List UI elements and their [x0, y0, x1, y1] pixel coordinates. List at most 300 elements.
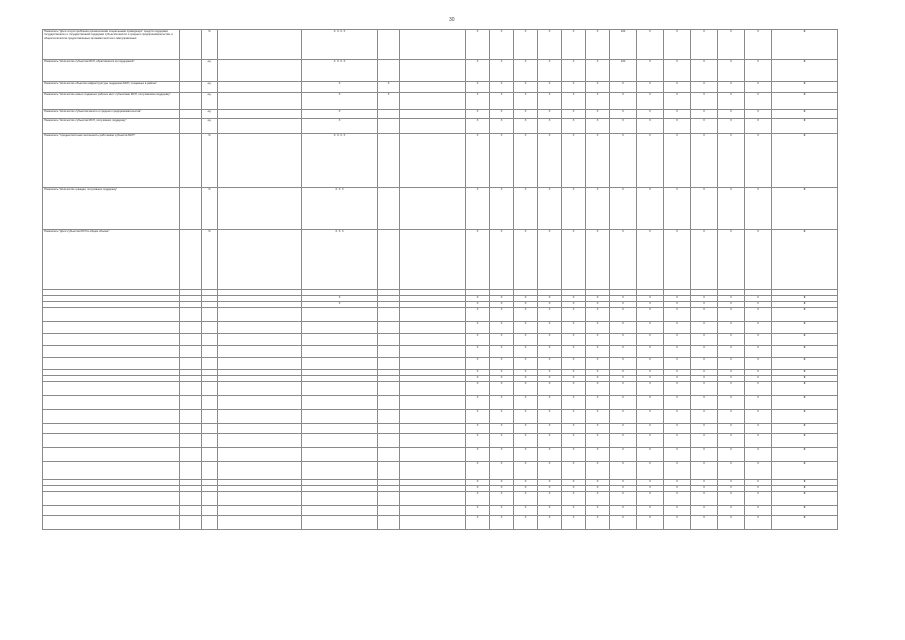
table-cell: [400, 382, 466, 396]
table-row: [43, 230, 838, 290]
table-cell: Х: [586, 296, 610, 302]
table-cell: Х: [538, 410, 562, 424]
page-number: 30: [449, 17, 455, 23]
table-cell: [302, 382, 378, 396]
table-cell: Х: [490, 410, 514, 424]
table-cell: Х: [514, 308, 538, 322]
table-cell: Х: [586, 308, 610, 322]
table-cell: Х: [745, 346, 772, 358]
table-cell: Х: [538, 448, 562, 462]
table-cell: Х: [664, 486, 691, 492]
table-cell: [218, 434, 302, 448]
table-cell: [43, 448, 180, 462]
table-cell: Х: [610, 480, 637, 486]
table-cell: Х: [562, 93, 586, 110]
table-cell: Х: [745, 119, 772, 134]
table-cell: Х: [772, 60, 838, 82]
table-cell: Х: [745, 93, 772, 110]
table-cell: Х: [514, 93, 538, 110]
table-row: [43, 60, 838, 82]
table-cell: Х: [538, 492, 562, 506]
table-cell: ед.: [202, 119, 218, 134]
table-cell: [378, 60, 400, 82]
table-cell: Х: [514, 334, 538, 346]
table-cell: Х: [302, 296, 378, 302]
table-cell: Х: [466, 308, 490, 322]
table-cell: Х: [466, 480, 490, 486]
table-cell: Х: [586, 492, 610, 506]
table-cell: [43, 434, 180, 448]
table-cell: Х: [691, 424, 718, 434]
table-cell: Показатель "Количество граждан, получивших поддержку": [43, 188, 180, 230]
table-cell: Х: [637, 134, 664, 188]
table-cell: Х: [772, 346, 838, 358]
table-cell: Х: [718, 30, 745, 60]
table-cell: Х: [772, 516, 838, 530]
table-cell: Х: [490, 376, 514, 382]
table-cell: [302, 396, 378, 410]
table-cell: Х: [745, 110, 772, 119]
table-cell: [400, 93, 466, 110]
table-cell: Х: [514, 396, 538, 410]
table-cell: Показатель "Среднесписочная численность работников субъектов МСП": [43, 134, 180, 188]
table-cell: Х: [586, 516, 610, 530]
table-cell: [180, 434, 202, 448]
table-cell: Х: [538, 134, 562, 188]
table-cell: [400, 448, 466, 462]
table-cell: Х: [772, 322, 838, 334]
table-cell: [180, 322, 202, 334]
table-cell: Х: [637, 308, 664, 322]
table-cell: Х: [562, 308, 586, 322]
table-cell: Х: [745, 424, 772, 434]
table-cell: Х: [745, 334, 772, 346]
table-cell: Х: [664, 134, 691, 188]
table-cell: [218, 322, 302, 334]
table-cell: Х: [610, 346, 637, 358]
table-cell: [180, 230, 202, 290]
table-cell: Х: [772, 302, 838, 308]
table-cell: Х: [586, 382, 610, 396]
table-cell: [202, 506, 218, 516]
table-cell: Х: [514, 30, 538, 60]
table-cell: [180, 82, 202, 93]
table-cell: [180, 424, 202, 434]
table-cell: [378, 188, 400, 230]
table-cell: Х: [610, 434, 637, 448]
table-cell: Х: [637, 434, 664, 448]
table-cell: Х. Х. Х: [302, 230, 378, 290]
table-cell: [218, 30, 302, 60]
table-cell: Х: [538, 506, 562, 516]
table-cell: Х: [586, 230, 610, 290]
table-cell: Показатель "Доля субъектов МСП в общем объеме": [43, 230, 180, 290]
table-cell: [218, 448, 302, 462]
table-cell: Х: [610, 322, 637, 334]
table-cell: Х: [637, 370, 664, 376]
table-cell: [43, 506, 180, 516]
table-cell: [378, 322, 400, 334]
table-cell: Х: [538, 358, 562, 370]
table-cell: Х: [772, 230, 838, 290]
table-cell: [378, 424, 400, 434]
table-cell: Х: [745, 410, 772, 424]
table-cell: [302, 410, 378, 424]
table-cell: [378, 448, 400, 462]
table-cell: Х: [718, 434, 745, 448]
table-cell: Х: [691, 516, 718, 530]
table-cell: Х: [664, 358, 691, 370]
table-cell: Х: [610, 486, 637, 492]
table-cell: Х: [610, 492, 637, 506]
table-cell: Х: [772, 82, 838, 93]
table-cell: Х: [610, 506, 637, 516]
table-cell: Х: [610, 382, 637, 396]
table-cell: [378, 119, 400, 134]
table-cell: Х: [772, 424, 838, 434]
table-cell: Х: [664, 462, 691, 480]
table-cell: Х: [691, 134, 718, 188]
table-cell: [202, 448, 218, 462]
table-cell: Х: [378, 82, 400, 93]
table-cell: Х: [490, 346, 514, 358]
table-row: [43, 93, 838, 110]
table-cell: Х: [691, 370, 718, 376]
table-cell: Х. Х. Х. Х: [302, 30, 378, 60]
table-cell: [302, 492, 378, 506]
table-cell: Х: [610, 82, 637, 93]
table-cell: Х: [664, 506, 691, 516]
table-cell: Х: [637, 448, 664, 462]
table-cell: Х: [514, 410, 538, 424]
table-cell: Х: [586, 448, 610, 462]
table-cell: Х: [664, 382, 691, 396]
table-cell: Х: [664, 410, 691, 424]
table-cell: Х: [586, 434, 610, 448]
table-cell: Х: [691, 60, 718, 82]
table-cell: Х: [637, 30, 664, 60]
table-cell: Х: [490, 82, 514, 93]
table-cell: Х: [466, 396, 490, 410]
table-cell: Х: [637, 60, 664, 82]
table-cell: [180, 382, 202, 396]
table-cell: [302, 322, 378, 334]
table-cell: Х: [637, 358, 664, 370]
table-cell: Х: [514, 516, 538, 530]
table-cell: Х: [610, 93, 637, 110]
table-cell: [400, 188, 466, 230]
table-cell: Х: [664, 188, 691, 230]
table-cell: Х: [772, 370, 838, 376]
table-cell: Х: [772, 376, 838, 382]
table-cell: Х: [586, 358, 610, 370]
table-cell: Х: [466, 410, 490, 424]
table-cell: %: [202, 30, 218, 60]
table-cell: Х: [466, 358, 490, 370]
table-cell: Х: [718, 302, 745, 308]
table-cell: [43, 424, 180, 434]
table-cell: Х: [637, 230, 664, 290]
table-cell: Х: [586, 410, 610, 424]
table-cell: [302, 334, 378, 346]
table-cell: [202, 424, 218, 434]
table-cell: [378, 462, 400, 480]
table-cell: Х: [637, 296, 664, 302]
table-cell: [180, 516, 202, 530]
table-cell: [202, 434, 218, 448]
table-cell: Х: [718, 296, 745, 302]
table-cell: Х: [637, 110, 664, 119]
table-cell: [400, 358, 466, 370]
table-cell: Х: [490, 486, 514, 492]
table-cell: Х: [466, 134, 490, 188]
table-cell: Х: [691, 358, 718, 370]
table-row: [43, 30, 838, 60]
table-cell: Х: [772, 334, 838, 346]
table-cell: [180, 448, 202, 462]
table-cell: Х: [538, 188, 562, 230]
table-cell: Х: [691, 396, 718, 410]
table-cell: Х: [538, 82, 562, 93]
table-cell: Х: [745, 486, 772, 492]
table-cell: Х: [302, 93, 378, 110]
table-cell: Х: [466, 302, 490, 308]
table-cell: Х: [637, 516, 664, 530]
table-row: [43, 119, 838, 134]
table-cell: [202, 334, 218, 346]
table-cell: Х: [586, 188, 610, 230]
table-cell: [43, 358, 180, 370]
table-cell: Х: [378, 93, 400, 110]
table-cell: Х: [745, 462, 772, 480]
table-cell: Х: [466, 82, 490, 93]
table-cell: Х: [610, 110, 637, 119]
table-cell: Х: [637, 334, 664, 346]
table-cell: [43, 516, 180, 530]
table-cell: Х: [637, 302, 664, 308]
table-cell: Х: [664, 322, 691, 334]
table-cell: [218, 396, 302, 410]
table-cell: Х: [514, 82, 538, 93]
table-cell: Х: [538, 302, 562, 308]
table-cell: Х: [772, 480, 838, 486]
table-cell: Х: [466, 119, 490, 134]
table-cell: Х: [718, 382, 745, 396]
table-cell: Х: [745, 370, 772, 376]
table-row: [43, 424, 838, 434]
table-row: [43, 358, 838, 370]
table-cell: Х: [514, 370, 538, 376]
table-cell: Х: [745, 322, 772, 334]
table-cell: [400, 110, 466, 119]
table-cell: Х: [302, 119, 378, 134]
table-cell: Х: [562, 82, 586, 93]
data-table: [42, 29, 838, 530]
table-cell: [43, 462, 180, 480]
table-cell: Х: [538, 376, 562, 382]
table-cell: Х: [745, 296, 772, 302]
table-cell: Х: [586, 30, 610, 60]
table-cell: Х: [562, 60, 586, 82]
table-cell: [302, 516, 378, 530]
table-cell: Х: [637, 486, 664, 492]
table-cell: [400, 410, 466, 424]
table-cell: Х: [610, 119, 637, 134]
table-cell: [43, 334, 180, 346]
table-cell: Х: [466, 492, 490, 506]
table-cell: Х: [514, 462, 538, 480]
table-cell: [180, 396, 202, 410]
table-cell: [400, 60, 466, 82]
table-cell: Х: [586, 506, 610, 516]
table-cell: Х: [691, 376, 718, 382]
table-cell: %: [202, 134, 218, 188]
table-row: [43, 346, 838, 358]
table-cell: Х: [490, 30, 514, 60]
table-cell: [180, 110, 202, 119]
table-cell: Х: [514, 134, 538, 188]
table-row: [43, 396, 838, 410]
table-cell: Х: [691, 346, 718, 358]
table-cell: Х: [538, 516, 562, 530]
table-cell: Х: [610, 296, 637, 302]
table-cell: Х: [490, 492, 514, 506]
table-cell: Х: [466, 296, 490, 302]
table-cell: Х: [466, 370, 490, 376]
table-cell: Х: [490, 506, 514, 516]
table-cell: Х: [718, 82, 745, 93]
table-cell: Х: [610, 396, 637, 410]
table-cell: [43, 382, 180, 396]
table-cell: Х: [562, 376, 586, 382]
table-cell: Х: [664, 30, 691, 60]
table-cell: ед.: [202, 93, 218, 110]
table-cell: Х: [718, 188, 745, 230]
table-cell: Х: [302, 82, 378, 93]
table-cell: [400, 346, 466, 358]
table-cell: Х: [610, 410, 637, 424]
table-cell: [400, 134, 466, 188]
table-cell: [218, 506, 302, 516]
table-cell: Х: [772, 434, 838, 448]
table-cell: Х: [772, 358, 838, 370]
table-cell: Х: [562, 434, 586, 448]
table-cell: Х: [691, 382, 718, 396]
table-cell: [378, 230, 400, 290]
table-cell: Х: [772, 448, 838, 462]
table-cell: Х: [490, 110, 514, 119]
table-cell: Х: [562, 492, 586, 506]
table-body: [43, 30, 838, 530]
table-cell: Х: [772, 134, 838, 188]
table-cell: [378, 516, 400, 530]
table-cell: Х: [562, 448, 586, 462]
table-cell: [378, 382, 400, 396]
table-cell: Х: [514, 230, 538, 290]
table-cell: Х: [490, 448, 514, 462]
table-cell: Х: [538, 322, 562, 334]
table-row: [43, 308, 838, 322]
table-cell: Х: [466, 486, 490, 492]
table-cell: [202, 346, 218, 358]
table-cell: [302, 358, 378, 370]
table-cell: Х: [514, 424, 538, 434]
table-cell: Х: [562, 30, 586, 60]
table-cell: Х: [772, 188, 838, 230]
table-cell: Х: [691, 230, 718, 290]
table-cell: [400, 506, 466, 516]
table-cell: Х: [610, 334, 637, 346]
table-cell: Х: [745, 516, 772, 530]
table-cell: Х: [466, 322, 490, 334]
table-cell: Х: [610, 448, 637, 462]
table-cell: Х: [610, 188, 637, 230]
table-cell: Х: [586, 82, 610, 93]
table-cell: Х: [490, 370, 514, 376]
table-row: [43, 110, 838, 119]
table-cell: [378, 506, 400, 516]
table-cell: Х: [691, 492, 718, 506]
table-cell: [218, 60, 302, 82]
table-cell: Х: [586, 486, 610, 492]
table-cell: Х: [718, 230, 745, 290]
table-cell: [218, 492, 302, 506]
table-cell: [180, 410, 202, 424]
table-cell: [378, 346, 400, 358]
table-cell: Х: [514, 492, 538, 506]
table-cell: Х: [745, 82, 772, 93]
table-cell: Х: [691, 296, 718, 302]
table-cell: Х: [466, 188, 490, 230]
table-cell: Х: [718, 506, 745, 516]
table-cell: Х: [637, 119, 664, 134]
table-cell: Х: [562, 334, 586, 346]
table-cell: [400, 462, 466, 480]
table-cell: Показатель "Доля злоупотребления органическими социальными приводящих" средств поддержки государственного и государственной поддержки субъектов малого и среднего предпринимательства, в общем количестве предоставленных органами местного самоуправления: [43, 30, 180, 60]
table-cell: Х: [490, 462, 514, 480]
table-cell: Х: [637, 188, 664, 230]
table-cell: Х: [610, 134, 637, 188]
table-cell: Х: [466, 462, 490, 480]
table-row: [43, 188, 838, 230]
table-cell: Х: [745, 134, 772, 188]
table-cell: [218, 382, 302, 396]
table-cell: [400, 30, 466, 60]
table-cell: Х: [490, 93, 514, 110]
table-cell: Х: [691, 308, 718, 322]
table-cell: Х: [691, 322, 718, 334]
table-cell: Х: [562, 302, 586, 308]
table-cell: [400, 308, 466, 322]
table-cell: Х: [514, 480, 538, 486]
table-cell: [302, 424, 378, 434]
table-cell: Х: [490, 302, 514, 308]
table-row: [43, 134, 838, 188]
table-cell: Х: [664, 82, 691, 93]
table-cell: Х: [466, 346, 490, 358]
table-cell: Х: [718, 346, 745, 358]
table-cell: Х: [490, 60, 514, 82]
table-cell: Х: [538, 119, 562, 134]
table-cell: Х: [745, 448, 772, 462]
table-cell: Х: [745, 302, 772, 308]
table-cell: Х: [664, 60, 691, 82]
table-cell: Х. Х. Х: [302, 188, 378, 230]
table-cell: Х: [586, 396, 610, 410]
table-cell: Х: [514, 346, 538, 358]
table-cell: Х: [664, 334, 691, 346]
table-cell: Х: [538, 30, 562, 60]
